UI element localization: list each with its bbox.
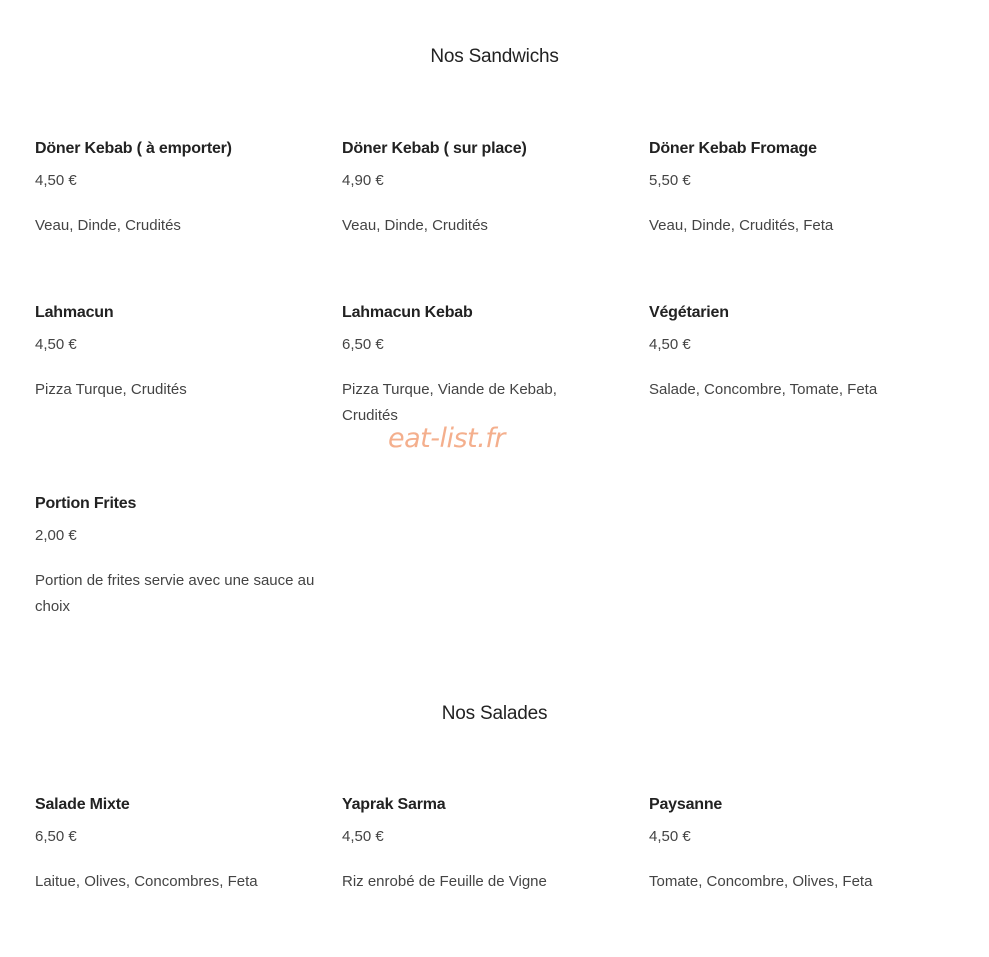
item-price: 4,50 €	[649, 336, 691, 353]
section-title-sandwichs: Nos Sandwichs	[430, 46, 559, 67]
item-description: Pizza Turque, Crudités	[35, 381, 187, 398]
item-name: Salade Mixte	[35, 796, 130, 813]
item-description: Veau, Dinde, Crudités	[35, 217, 181, 234]
item-name: Lahmacun Kebab	[342, 304, 473, 321]
watermark-text: eat-list.fr	[388, 423, 505, 454]
menu-item	[649, 795, 919, 890]
item-price: 4,50 €	[649, 828, 691, 845]
menu-item	[342, 795, 612, 890]
menu-item	[649, 139, 919, 234]
item-price: 6,50 €	[342, 336, 384, 353]
item-description: Portion de frites servie avec une sauce au choix	[35, 572, 315, 615]
item-price: 6,50 €	[35, 828, 77, 845]
item-description: Tomate, Concombre, Olives, Feta	[649, 873, 873, 890]
item-name: Döner Kebab ( à emporter)	[35, 140, 232, 157]
item-description: Riz enrobé de Feuille de Vigne	[342, 873, 547, 890]
item-name: Yaprak Sarma	[342, 796, 446, 813]
menu-item	[342, 303, 612, 424]
menu-item	[342, 139, 612, 234]
item-name: Végétarien	[649, 304, 729, 321]
item-price: 4,90 €	[342, 172, 384, 189]
item-name: Portion Frites	[35, 495, 137, 512]
item-name: Lahmacun	[35, 304, 114, 321]
menu-item	[35, 303, 305, 398]
menu-item	[649, 303, 919, 398]
section-title-salades: Nos Salades	[441, 703, 548, 724]
item-description: Pizza Turque, Viande de Kebab, Crudités	[342, 381, 557, 424]
menu-item	[35, 494, 315, 615]
item-price: 2,00 €	[35, 527, 77, 544]
item-description: Veau, Dinde, Crudités, Feta	[649, 217, 834, 234]
item-price: 4,50 €	[35, 172, 77, 189]
item-name: Paysanne	[649, 796, 723, 813]
item-name: Döner Kebab ( sur place)	[342, 140, 527, 157]
item-price: 4,50 €	[342, 828, 384, 845]
item-price: 4,50 €	[35, 336, 77, 353]
item-description: Veau, Dinde, Crudités	[342, 217, 488, 234]
item-name: Döner Kebab Fromage	[649, 140, 817, 157]
menu-item	[35, 795, 305, 890]
item-description: Salade, Concombre, Tomate, Feta	[649, 381, 878, 398]
item-description: Laitue, Olives, Concombres, Feta	[35, 873, 258, 890]
item-price: 5,50 €	[649, 172, 691, 189]
menu-item	[35, 139, 305, 234]
